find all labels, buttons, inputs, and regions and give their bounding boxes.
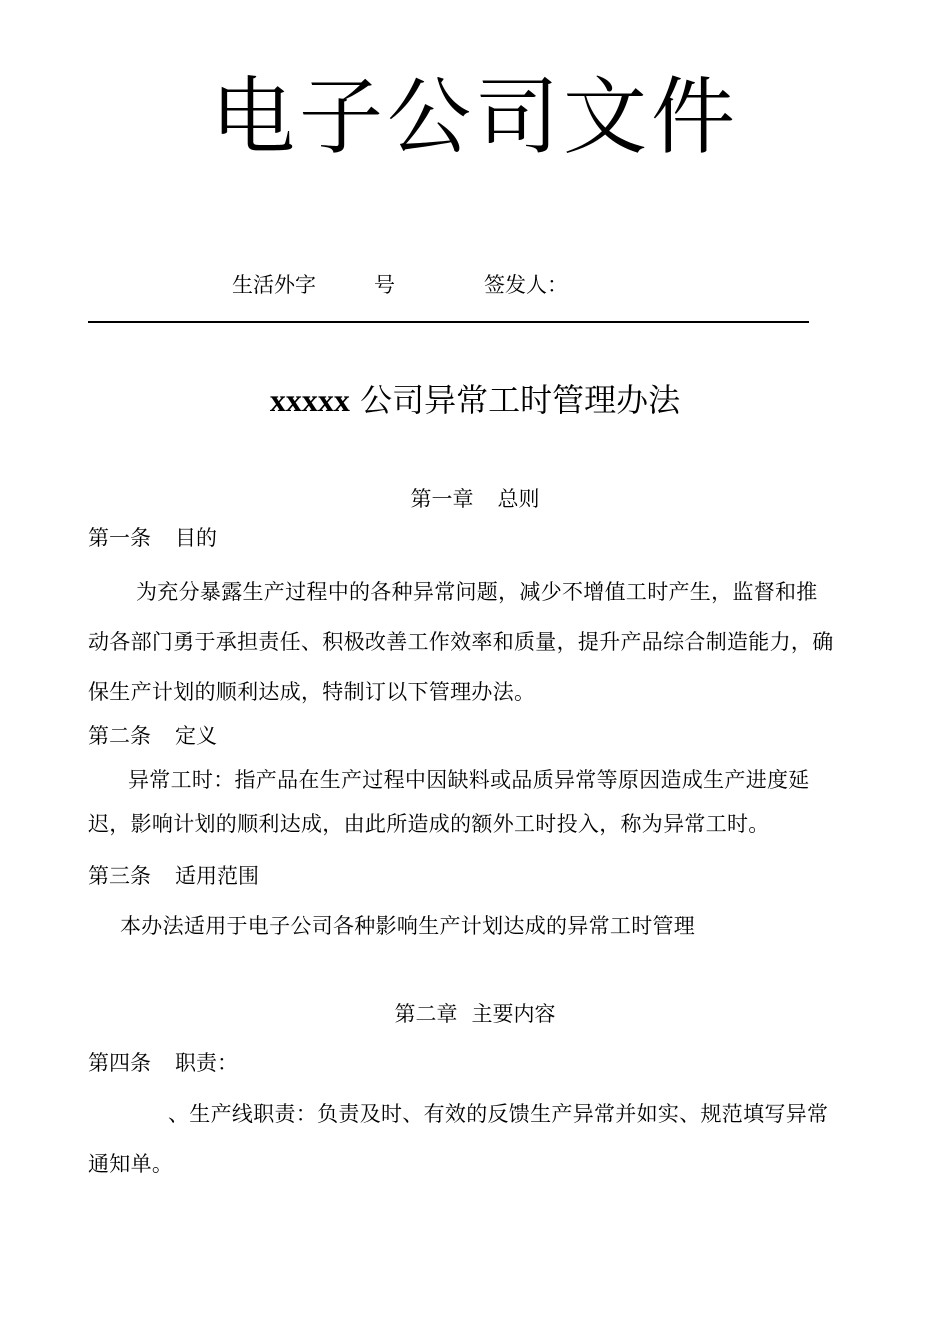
article-1-heading xyxy=(88,523,217,553)
article-1-name: 目的 xyxy=(175,526,217,550)
article-2-name: 定义 xyxy=(175,724,217,748)
header-divider xyxy=(88,321,809,323)
doc-number-prefix: 生活外字 xyxy=(232,273,316,297)
chapter-1-name: 总则 xyxy=(497,487,540,511)
document-title-prefix: xxxxx xyxy=(269,382,350,418)
article-3-label: 第三条 xyxy=(88,864,151,888)
article-2-line-1: 异常工时：指产品在生产过程中因缺料或品质异常等原因造成生产进度延 xyxy=(128,768,810,792)
article-1-line-2: 动各部门勇于承担责任、积极改善工作效率和质量，提升产品综合制造能力，确 xyxy=(88,630,834,654)
chapter-2-heading xyxy=(0,999,950,1029)
article-4-line-1: 、生产线职责：负责及时、有效的反馈生产异常并如实、规范填写异常 xyxy=(168,1102,829,1126)
document-title xyxy=(0,378,950,422)
article-3-heading xyxy=(88,861,259,891)
header-title: 电子公司文件 xyxy=(210,68,739,166)
issuer-label: 签发人： xyxy=(484,273,568,297)
article-4-label: 第四条 xyxy=(88,1051,151,1075)
article-3-name: 适用范围 xyxy=(175,864,259,888)
document-title-main: 公司异常工时管理办法 xyxy=(360,381,681,419)
article-2-heading xyxy=(88,721,217,751)
article-4-line-2: 通知单。 xyxy=(88,1152,174,1176)
article-1-line-3: 保生产计划的顺利达成，特制订以下管理办法。 xyxy=(88,680,536,704)
chapter-1-label: 第一章 xyxy=(410,487,474,511)
chapter-2-label: 第二章 xyxy=(394,1002,458,1026)
doc-number-suffix: 号 xyxy=(374,273,395,297)
article-1-label: 第一条 xyxy=(88,526,151,550)
article-4-name: 职责： xyxy=(175,1051,238,1075)
chapter-2-name: 主要内容 xyxy=(471,1002,556,1026)
article-2-line-2: 迟，影响计划的顺利达成，由此所造成的额外工时投入，称为异常工时。 xyxy=(88,812,770,836)
chapter-1-heading xyxy=(0,484,950,514)
article-2-label: 第二条 xyxy=(88,724,151,748)
article-4-heading xyxy=(88,1048,238,1078)
article-3-line-1: 本办法适用于电子公司各种影响生产计划达成的异常工时管理 xyxy=(120,914,696,938)
article-1-line-1: 为充分暴露生产过程中的各种异常问题，减少不增值工时产生，监督和推 xyxy=(136,580,818,604)
